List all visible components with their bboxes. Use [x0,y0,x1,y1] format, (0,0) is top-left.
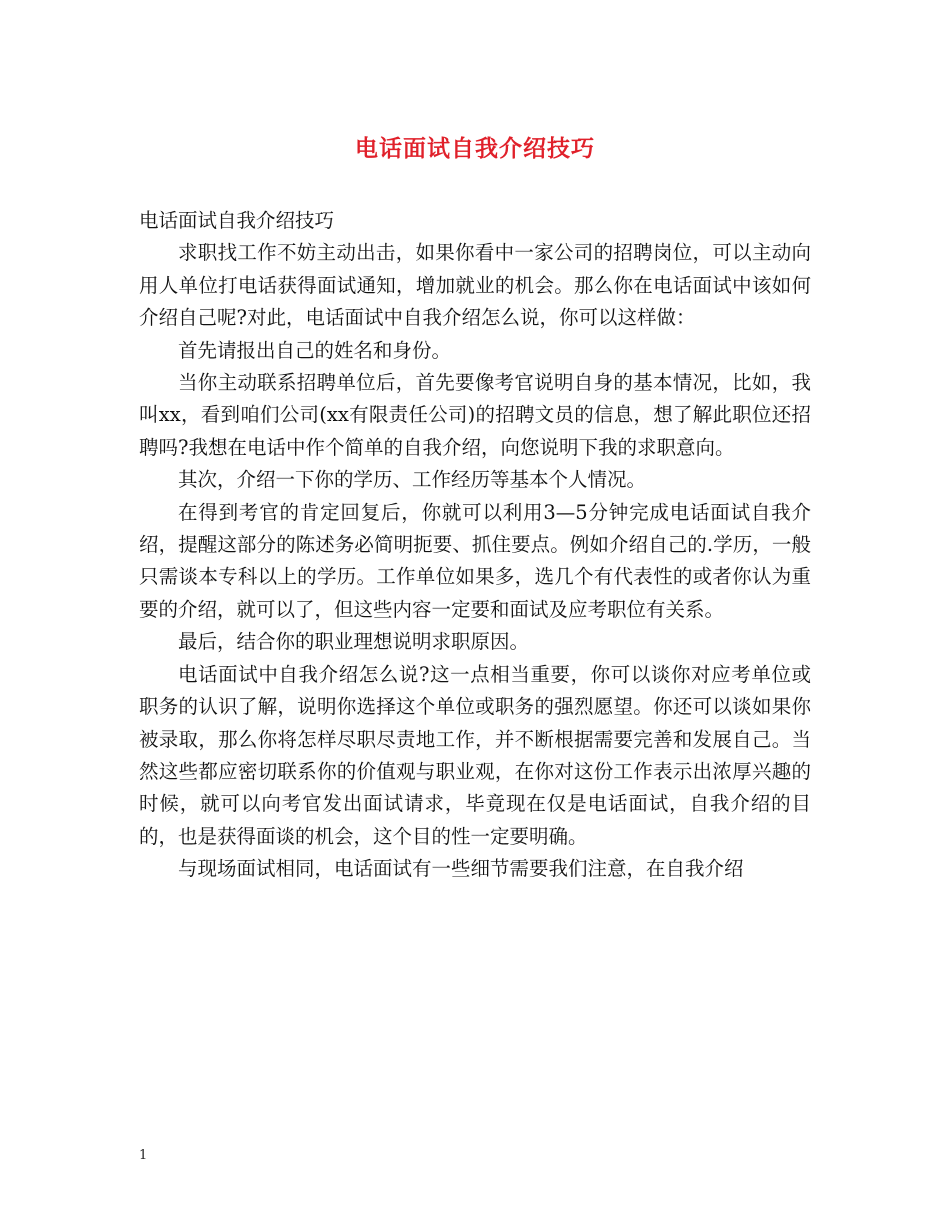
paragraph: 首先请报出自己的姓名和身份。 [178,338,452,362]
paragraph: 最后，结合你的职业理想说明求职原因。 [178,630,530,654]
paragraph: 当你主动联系招聘单位后，首先要像考官说明自身的基本情况，比如，我叫xx，看到咱们公司(xx有限责任公司)的招聘文员的信息，想了解此职位还招聘吗?我想在电话中作个简单的自我介绍，向您说明下我的求职意向。 [139,371,811,459]
document-title: 电话面试自我介绍技巧 [355,135,595,162]
page-number: 1 [139,1148,148,1163]
paragraph-subtitle: 电话面试自我介绍技巧 [139,209,335,232]
paragraph: 其次，介绍一下你的学历、工作经历等基本个人情况。 [178,468,647,492]
paragraph: 求职找工作不妨主动出击，如果你看中一家公司的招聘岗位，可以主动向用人单位打电话获得面试通知，增加就业的机会。那么你在电话面试中该如何介绍自己呢?对此，电话面试中自我介绍怎么说，你可以这样做： [139,241,811,330]
paragraph: 电话面试中自我介绍怎么说?这一点相当重要，你可以谈你对应考单位或职务的认识了解，说明你选择这个单位或职务的强烈愿望。你还可以谈如果你被录取，那么你将怎样尽职尽责地工作，并不断根据需要完善和发展自己。当然这些都应密切联系你的价值观与职业观，在你对这份工作表示出浓厚兴趣的时候，就可以向考官发出面试请求，毕竟现在仅是电话面试，自我介绍的目的，也是获得面谈的机会，这个目的性一定要明确。 [139,662,811,848]
document-body [139,205,811,886]
paragraph: 在得到考官的肯定回复后，你就可以利用3—5分钟完成电话面试自我介绍，提醒这部分的陈述务必简明扼要、抓住要点。例如介绍自己的.学历，一般只需谈本专科以上的学历。工作单位如果多，选几个有代表性的或者你认为重要的介绍，就可以了，但这些内容一定要和面试及应考职位有关系。 [139,500,811,621]
paragraph: 与现场面试相同，电话面试有一些细节需要我们注意，在自我介绍 [178,857,744,881]
